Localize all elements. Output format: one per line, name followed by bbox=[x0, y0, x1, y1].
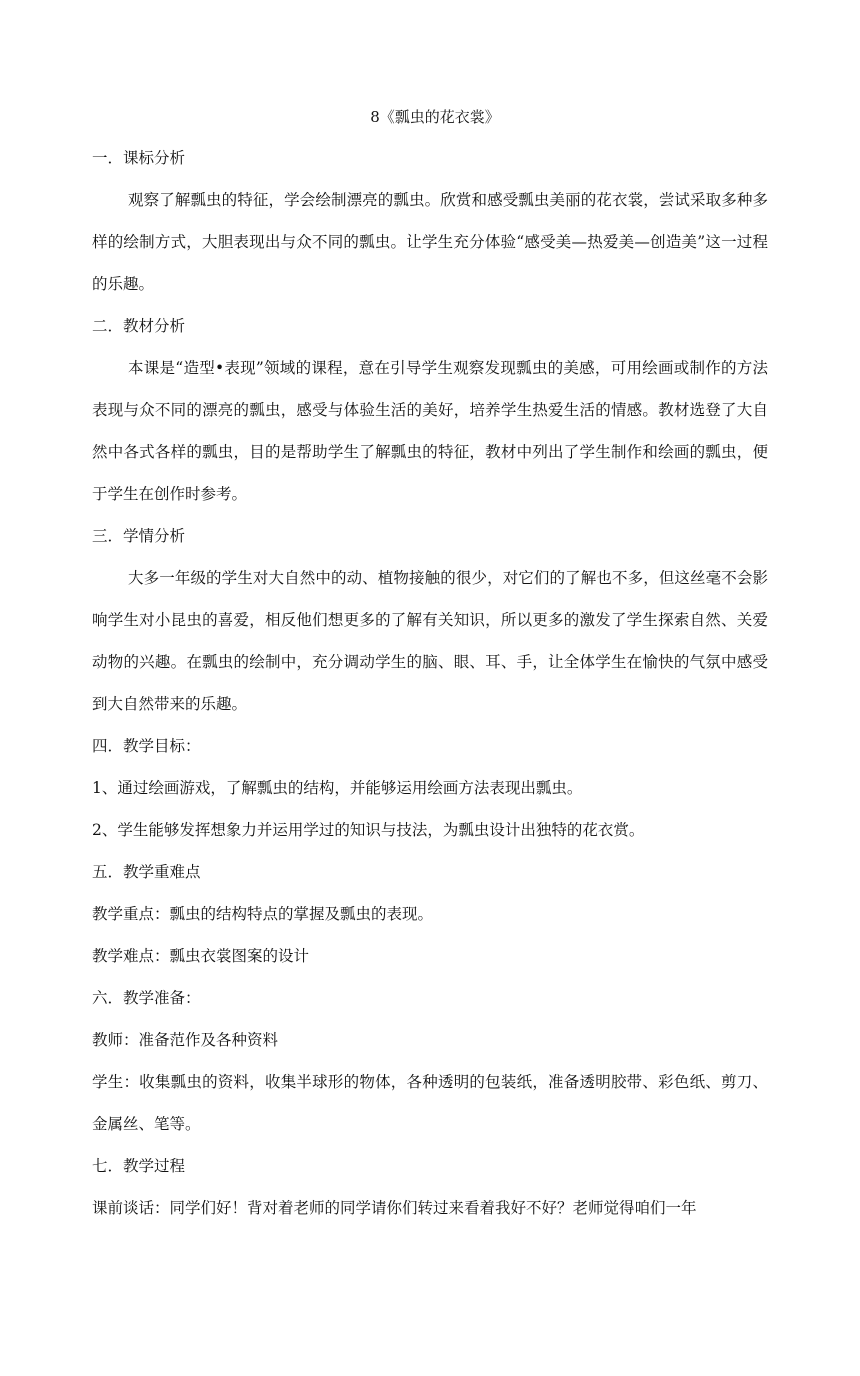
paragraph-textbook: 本课是“造型•表现”领域的课程，意在引导学生观察发现瓢虫的美感，可用绘画或制作的方法表现与众不同的漂亮的瓢虫，感受与体验生活的美好，培养学生热爱生活的情感。教材选登了大自然中各式各样的瓢虫，目的是帮助学生了解瓢虫的特征，教材中列出了学生制作和绘画的瓢虫，便于学生在创作时参考。 bbox=[92, 359, 768, 503]
paragraph-curriculum: 观察了解瓢虫的特征，学会绘制漂亮的瓢虫。欣赏和感受瓢虫美丽的花衣裳，尝试采取多种多样的绘制方式，大胆表现出与众不同的瓢虫。让学生充分体验“感受美—热爱美—创造美”这一过程的乐趣。 bbox=[92, 191, 768, 293]
paragraph-learners: 大多一年级的学生对大自然中的动、植物接触的很少，对它们的了解也不多，但这丝毫不会影响学生对小昆虫的喜爱，相反他们想更多的了解有关知识，所以更多的激发了学生探索自然、关爱动物的兴趣。在瓢虫的绘制中，充分调动学生的脑、眼、耳、手，让全体学生在愉快的气氛中感受到大自然带来的乐趣。 bbox=[92, 569, 768, 713]
section-heading-learners: 三．学情分析 bbox=[92, 527, 186, 545]
section-heading-preparation: 六．教学准备： bbox=[92, 989, 201, 1007]
section-heading-objectives: 四．教学目标： bbox=[92, 737, 201, 755]
section-heading-process: 七．教学过程 bbox=[92, 1157, 186, 1175]
document-body bbox=[92, 108, 768, 1240]
pre-class-talk: 课前谈话：同学们好！背对着老师的同学请你们转过来看着我好不好？老师觉得咱们一年 bbox=[92, 1199, 697, 1217]
section-heading-key-points: 五．教学重难点 bbox=[92, 863, 201, 881]
objective-1: 1、通过绘画游戏，了解瓢虫的结构，并能够运用绘画方法表现出瓢虫。 bbox=[92, 779, 583, 797]
section-heading-curriculum: 一．课标分析 bbox=[92, 149, 186, 167]
section-heading-textbook: 二．教材分析 bbox=[92, 317, 186, 335]
difficult-point: 教学难点：瓢虫衣裳图案的设计 bbox=[92, 947, 310, 965]
document-title: 8《瓢虫的花衣裳》 bbox=[370, 108, 500, 126]
teacher-preparation: 教师：准备范作及各种资料 bbox=[92, 1031, 279, 1049]
student-preparation: 学生：收集瓢虫的资料，收集半球形的物体，各种透明的包装纸，准备透明胶带、彩色纸、剪刀、金属丝、笔等。 bbox=[92, 1073, 768, 1133]
objective-2: 2、学生能够发挥想象力并运用学过的知识与技法，为瓢虫设计出独特的花衣赏。 bbox=[92, 821, 645, 839]
key-point: 教学重点：瓢虫的结构特点的掌握及瓢虫的表现。 bbox=[92, 905, 434, 923]
